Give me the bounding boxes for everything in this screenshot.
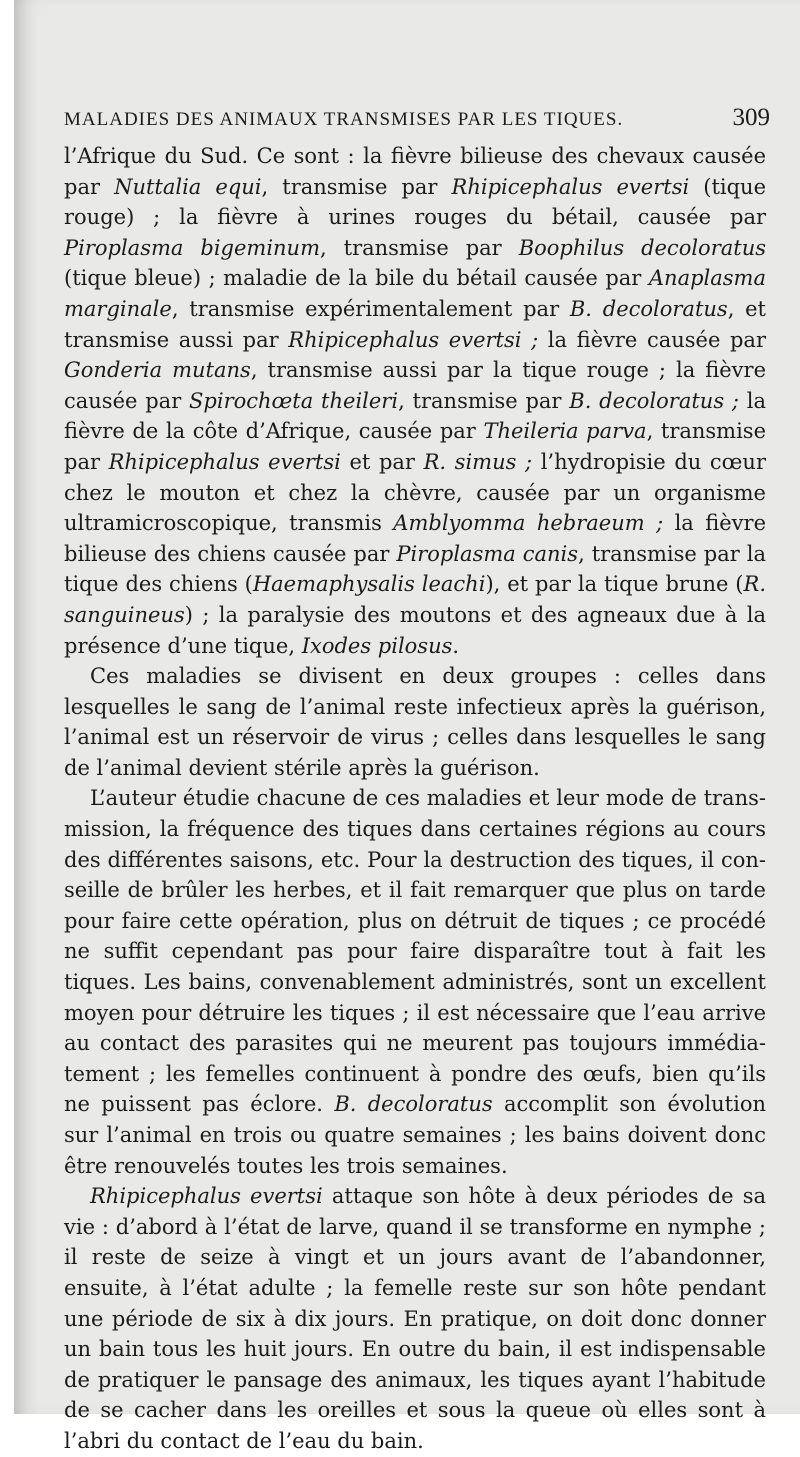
text-run: L’auteur étudie chacune de ces maladies et leur mode de transmission, la fréquence des tiques dans certaines régions au cours des différentes saisons, etc. Pour la destruction des tiques, il conseille de brûler les herbes, et il fait remarquer que plus on tarde pour faire cette opération, plus on détruit de tiques ; ce procédé ne suffit cependant pas pour faire disparaître tout à fait les tiques. Les bains, convenablement administrés, sont un excellent moyen pour détruire les tiques ; il est nécessaire que l’eau arrive au contact des parasites qui ne meurent pas toujours immédiatement ; les femelles continuent à pondre des œufs, bien qu’ils ne puissent pas éclore. — [64, 786, 766, 1117]
italic-run: Theileria parva — [483, 419, 647, 444]
text-run: attaque son hôte à deux périodes de sa vie : d’abord à l’état de larve, quand il se transforme en nymphe ; il reste de seize à vingt et un jours avant de l’abandonner, ensuite, à l’état adulte ; la femelle reste sur son hôte pendant une période de six à dix jours. En pratique, on doit donc donner un bain tous les huit jours. En outre du bain, il est indispensable de pratiquer le pansage des animaux, les tiques ayant l’habitude de se cacher dans les oreilles et sous la queue où elles sont à l’abri du contact de l’eau du bain. — [64, 1184, 766, 1453]
italic-run: Piroplasma bigeminum — [64, 235, 320, 260]
body-text — [64, 141, 766, 1457]
text-run: ) ; la paralysie des moutons et des agneaux due à la présence d’une tique, — [64, 602, 766, 658]
text-run: Ces maladies se divisent en deux groupes : celles dans lesquelles le sang de l’animal reste infectieux après la guérison, l’animal est un réservoir de virus ; celles dans lesquelles le sang de l’animal devient stérile après la guérison. — [64, 664, 766, 780]
italic-run: Boophilus decoloratus — [518, 235, 766, 260]
text-run: , et transmise aussi par — [64, 296, 766, 352]
italic-run: B. decoloratus — [569, 296, 728, 321]
text-run: et par — [340, 449, 424, 474]
italic-run: Gonderia mutans — [64, 358, 251, 383]
page-header — [64, 104, 770, 138]
text-run: accomplit son évolution sur l’animal en trois ou quatre semaines ; les bains doivent donc être renouvelés toutes les trois semaines. — [64, 1092, 767, 1178]
text-run: l’Afrique du Sud. Ce sont : la fièvre bilieuse des chevaux causée par — [64, 144, 766, 199]
text-run: la fièvre bilieuse des chiens causée par — [64, 511, 766, 566]
paragraph — [64, 141, 766, 661]
text-run: , transmise par — [398, 388, 570, 413]
running-title: MALADIES DES ANIMAUX TRANSMISES PAR LES TIQUES. — [64, 109, 624, 130]
text-run: . — [452, 633, 460, 658]
paragraph — [64, 661, 766, 783]
paragraph — [64, 1181, 766, 1456]
text-run: , transmise par — [320, 235, 519, 260]
text-run: , transmise aussi par la tique rouge ; la fièvre causée par — [64, 358, 766, 413]
italic-run: Ixodes pilosus — [301, 633, 453, 658]
text-run: (tique bleue) ; maladie de la bile du bétail causée par — [64, 266, 649, 291]
italic-run: Rhipicephalus evertsi ; — [288, 327, 539, 352]
text-run: , transmise par — [261, 174, 452, 199]
italic-run: Nuttalia equi — [114, 174, 262, 199]
text-run: la fièvre de la côte d’Afrique, causée par — [64, 388, 766, 444]
paragraph — [64, 783, 766, 1181]
book-page — [14, 0, 800, 1453]
text-run: , transmise expérimentalement par — [171, 296, 570, 321]
italic-run: Rhipicephalus evertsi — [90, 1184, 323, 1209]
italic-run: Haemaphysalis leachi — [252, 572, 486, 597]
italic-run: Spirochœta theileri — [189, 388, 399, 413]
page-number: 309 — [732, 104, 770, 131]
text-run: la fièvre causée par — [538, 327, 766, 352]
text-run: , transmise par la tique des chiens ( — [64, 541, 766, 597]
italic-run: B. decoloratus ; — [569, 388, 739, 413]
italic-run: Anaplasma marginale — [64, 266, 766, 321]
text-run: l’hydropisie du cœur chez le mouton et chez la chèvre, causée par un organisme ultramicroscopique, transmis — [64, 449, 766, 536]
italic-run: Rhipicephalus evertsi — [108, 449, 341, 474]
italic-run: R. sanguineus — [64, 572, 767, 627]
italic-run: Piroplasma canis — [396, 541, 579, 566]
text-run: (tique rouge) ; la fièvre à urines rouges du bétail, causée par — [64, 174, 767, 230]
italic-run: Rhipicephalus evertsi — [451, 174, 690, 199]
italic-run: B. decoloratus — [334, 1092, 493, 1117]
italic-run: R. simus ; — [423, 449, 533, 474]
text-run: , transmise par — [64, 419, 767, 474]
text-run: ), et par la tique brune ( — [485, 572, 744, 597]
italic-run: Amblyomma hebraeum ; — [393, 511, 664, 536]
